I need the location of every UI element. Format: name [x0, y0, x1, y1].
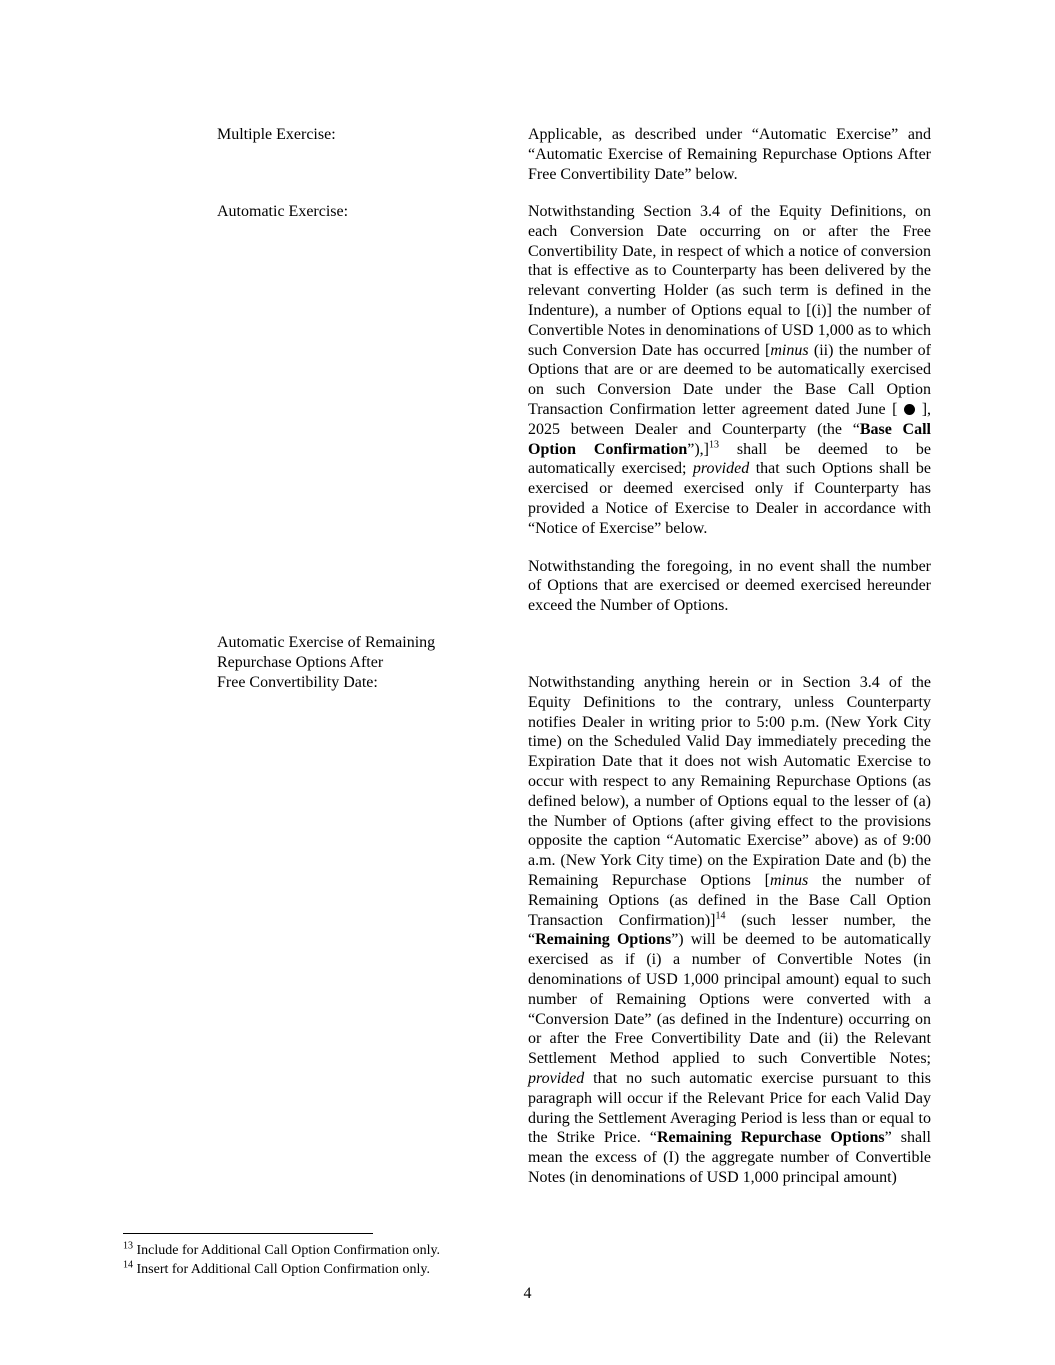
- footnote-ref: 14: [715, 910, 726, 922]
- footnote-divider: [123, 1233, 373, 1234]
- italic-run: minus: [770, 341, 809, 359]
- text-run: the number of Remaining Options (as defined in the Base Call Option Transaction Confirmation)]: [528, 871, 932, 929]
- italic-run: minus: [769, 871, 809, 889]
- text-run: shall be deemed to be automatically exercised;: [528, 440, 932, 478]
- label-line: Free Convertibility Date:: [217, 673, 378, 691]
- footnote-text: Insert for Additional Call Option Confirmation only.: [133, 1262, 430, 1277]
- term-label-remaining-repurchase: [217, 633, 507, 692]
- term-body-multiple-exercise: [528, 125, 931, 184]
- text-run: (ii) the number of Options that are or are deemed to be automatically exercised on such Conversion Date under the Base Call Option Transaction Confirmation letter agreement dated June [: [528, 341, 932, 418]
- footnote-ref: 13: [709, 439, 719, 451]
- term-body-automatic-exercise: [528, 202, 931, 616]
- paragraph: Notwithstanding the foregoing, in no event shall the number of Options that are exercised or deemed exercised hereunder exceed the Number of Options.: [528, 557, 931, 615]
- footnote-text: Include for Additional Call Option Confirmation only.: [133, 1243, 441, 1258]
- bold-run: Remaining Repurchase Options: [656, 1129, 885, 1147]
- label-line: Repurchase Options After: [217, 653, 384, 671]
- text-run: Notwithstanding Section 3.4 of the Equity Definitions, on each Conversion Date occurring on or after the Free Convertibility Date, in respect of which a notice of conversion that is effective as to Counterparty has been delivered by the relevant converting Holder (as such term is defined in the Indenture), a number of Options equal to [(i)] the number of Convertible Notes in denominations of USD 1,000 as to which such Conversion Date has occurred [: [528, 203, 931, 359]
- text-run: (such lesser number, the “: [528, 911, 932, 949]
- text-run: ”),]: [687, 440, 709, 458]
- footnote-14: [123, 1261, 430, 1278]
- paragraph: [528, 202, 931, 539]
- page-number: 4: [523, 1285, 532, 1302]
- text-run: ” shall mean the excess of (I) the aggregate number of Convertible Notes (in denominations of USD 1,000 principal amount): [528, 1129, 931, 1186]
- term-label-multiple-exercise: Multiple Exercise:: [217, 126, 336, 143]
- italic-run: provided: [528, 1069, 585, 1087]
- footnote-number: 14: [123, 1259, 133, 1271]
- bold-run: Base Call Option Confirmation: [528, 420, 932, 458]
- bold-run: Remaining Options: [535, 931, 672, 949]
- text-run: ], 2025 between Dealer and Counterparty (the “: [528, 400, 932, 438]
- paragraph: Applicable, as described under “Automatic Exercise” and “Automatic Exercise of Remaining Repurchase Options After Free Convertibility Date” below.: [528, 126, 931, 183]
- footnote-number: 13: [123, 1240, 133, 1252]
- footnote-13: [123, 1242, 440, 1259]
- text-run: Notwithstanding anything herein or in Section 3.4 of the Equity Definitions to the contrary, unless Counterparty notifies Dealer in writing prior to 5:00 p.m. (New York City time) on the Scheduled Valid Day immediately preceding the Expiration Date that it does not wish Automatic Exercise to occur with respect to any Remaining Repurchase Options (as defined below), a number of Options equal to the lesser of (a) the Number of Options (after giving effect to the provisions opposite the caption “Automatic Exercise” above) as of 9:00 a.m. (New York City time) on the Expiration Date and (b) the Remaining Repurchase Options [: [528, 674, 931, 889]
- term-body-remaining-repurchase: [528, 673, 931, 1188]
- label-line: Automatic Exercise of Remaining: [217, 634, 436, 651]
- bullet-placeholder-icon: [904, 404, 915, 415]
- text-run: ”) will be deemed to be automatically exercised as if (i) a number of Convertible Notes (in denominations of USD 1,000 principal amount) equal to such number of Remaining Options were converted with a “Conversion Date” (as defined in the Indenture) occurring on or after the Free Convertibility Date and (ii) the Relevant Settlement Method applied to such Convertible Notes;: [528, 931, 932, 1068]
- text-run: that such Options shall be exercised or deemed exercised only if Counterparty has provided a Notice of Exercise to Dealer in accordance with “Notice of Exercise” below.: [528, 460, 931, 537]
- italic-run: provided: [692, 460, 750, 478]
- text-run: that no such automatic exercise pursuant to this paragraph will occur if the Relevant Price for each Valid Day during the Settlement Averaging Period is less than or equal to the Strike Price. “: [528, 1069, 931, 1147]
- paragraph: [528, 673, 931, 1188]
- term-label-automatic-exercise: Automatic Exercise:: [217, 203, 349, 220]
